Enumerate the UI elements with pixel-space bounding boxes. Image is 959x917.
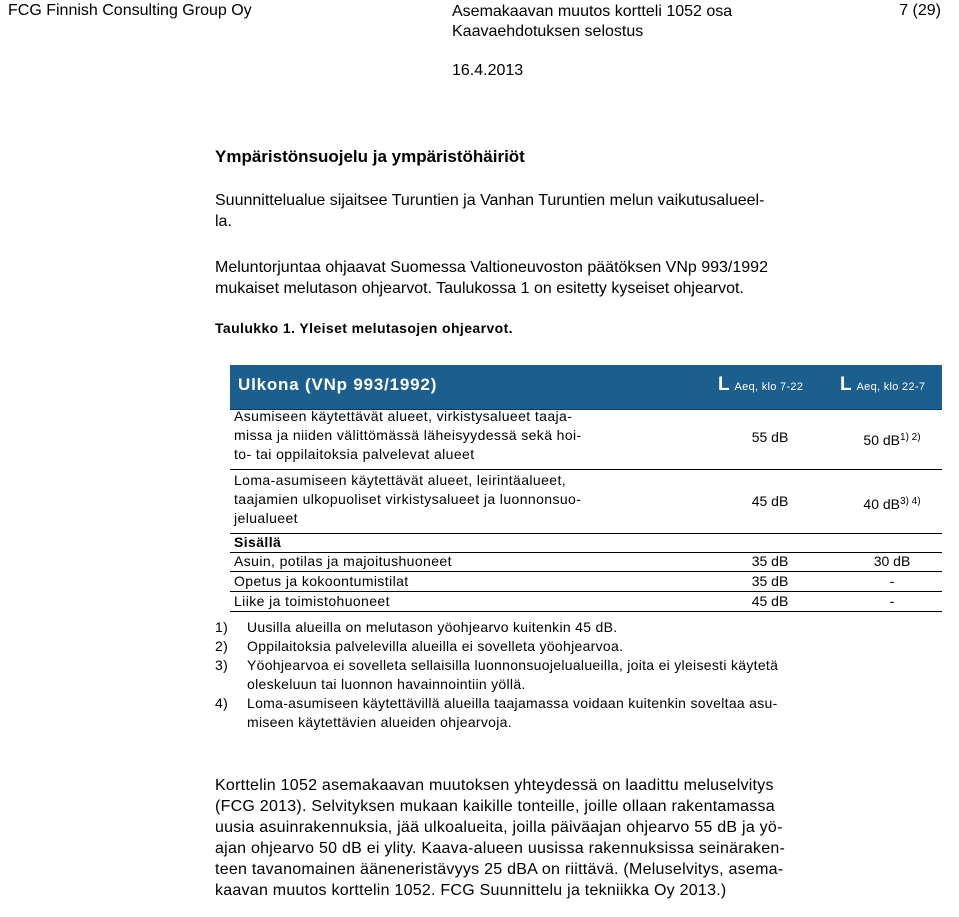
paragraph-line: uusia asuinrakennuksia, jää ulkoalueita, joilla päiväajan ohjearvo 55 dB ja yö-: [215, 819, 783, 836]
table-row: [230, 572, 942, 592]
row-label: Asuin, potilas ja majoitushuoneet: [234, 553, 452, 569]
table-row-indoor-heading: [230, 533, 942, 553]
table-row: [230, 407, 942, 470]
row-label-line: missa ja niiden välittömässä läheisyydessä sekä hoi-: [234, 427, 582, 443]
row-day-value: 45 dB: [751, 493, 789, 509]
table-footnotes: [215, 618, 947, 732]
footnote-number: 2): [215, 638, 229, 654]
paragraph-line: ajan ohjearvo 50 dB ei ylity. Kaava-alueen uusissa rakennuksissa seinäraken-: [215, 840, 786, 857]
document-title-line2: Kaavaehdotuksen selostus: [452, 23, 644, 40]
row-label-line: jelualueet: [234, 510, 298, 526]
row-day-value: 55 dB: [751, 429, 789, 445]
paragraph-line: kaavan muutos korttelin 1052. FCG Suunnittelu ja tekniikka Oy 2013.): [215, 882, 727, 899]
row-night-value: -: [889, 573, 895, 589]
footnote-text: oleskeluun tai luonnon havainnointiin yöllä.: [247, 676, 526, 692]
footnote-text: Uusilla alueilla on melutason yöohjearvo kuitenkin 45 dB.: [247, 619, 618, 635]
footnote: [215, 656, 947, 694]
table-row: [230, 552, 942, 572]
paragraph-line: la.: [215, 213, 232, 230]
header-day-sub: Aeq, klo 7-22: [734, 381, 804, 393]
page-number: 7 (29): [899, 2, 941, 19]
row-night-value: [842, 428, 942, 450]
paragraph-line: Korttelin 1052 asemakaavan muutoksen yhteydessä on laadittu meluselvitys: [215, 777, 774, 794]
footnote-text: miseen käytettävien alueiden ohjearvoja.: [247, 714, 512, 730]
table-header: [230, 365, 942, 410]
header-outdoor: Ulkona (VNp 993/1992): [238, 375, 438, 394]
row-day-value: 35 dB: [751, 573, 789, 589]
row-label: [234, 471, 704, 528]
table-caption: Taulukko 1. Yleiset melutasojen ohjearvot.: [215, 320, 513, 336]
document-title: [452, 2, 732, 42]
document-title-line1: Asemakaavan muutos kortteli 1052 osa: [452, 3, 733, 20]
row-label: Opetus ja kokoontumistilat: [234, 573, 409, 589]
row-label-line: taajamien ulkopuoliset virkistysalueet ja luonnonsuo-: [234, 491, 582, 507]
footnote: [215, 694, 947, 732]
row-night-value: [842, 492, 942, 514]
footnote-text: Yöohjearvoa ei sovelleta sellaisilla luonnonsuojelualueilla, joita ei yleisesti käytetä: [247, 657, 779, 673]
footnote-text: Loma-asumiseen käytettävillä alueilla taajamassa voidaan kuitenkin soveltaa asu-: [247, 695, 778, 711]
night-value-footnote: 3) 4): [900, 496, 921, 507]
row-label-line: to- tai oppilaitoksia palvelevat alueet: [234, 446, 475, 462]
header-night-level: [840, 374, 925, 396]
footnote-text: Oppilaitoksia palvelevilla alueilla ei sovelleta yöohjearvoa.: [247, 638, 624, 654]
header-night-sub: Aeq, klo 22-7: [856, 381, 926, 393]
paragraph-line: Suunnittelualue sijaitsee Turuntien ja Vanhan Turuntien melun vaikutusalueel-: [215, 192, 765, 209]
section-heading: Ympäristönsuojelu ja ympäristöhäiriöt: [215, 147, 525, 166]
row-night-value: -: [889, 593, 895, 609]
row-label-line: Asumiseen käytettävät alueet, virkistysalueet taaja-: [234, 408, 573, 424]
row-day-value: 45 dB: [751, 593, 789, 609]
company-name: FCG Finnish Consulting Group Oy: [8, 2, 252, 19]
night-value-footnote: 1) 2): [900, 432, 921, 443]
header-night-symbol: L: [840, 374, 852, 395]
noise-guideline-table: [230, 365, 942, 609]
night-value-text: 40 dB: [863, 496, 901, 512]
noise-survey-paragraph: [215, 775, 945, 901]
page-header: [0, 0, 959, 90]
footnote-number: 1): [215, 619, 229, 635]
table-row: [230, 592, 942, 612]
row-label-line: Loma-asumiseen käytettävät alueet, leirintäalueet,: [234, 472, 567, 488]
document-date: 16.4.2013: [452, 62, 524, 79]
header-day-level: [718, 374, 803, 396]
footnote: [215, 637, 947, 656]
row-label: Liike ja toimistohuoneet: [234, 593, 390, 609]
row-night-value: 30 dB: [873, 553, 911, 569]
paragraph-line: mukaiset melutason ohjearvot. Taulukossa 1 on esitetty kyseiset ohjearvot.: [215, 280, 744, 297]
paragraph-line: teen tavanomainen ääneneristävyys 25 dBA on riittävä. (Meluselvitys, asema-: [215, 861, 784, 878]
regulation-paragraph: [215, 257, 955, 299]
footnote-number: 4): [215, 695, 229, 711]
paragraph-line: Meluntorjuntaa ohjaavat Suomessa Valtioneuvoston päätöksen VNp 993/1992: [215, 259, 768, 276]
intro-paragraph: [215, 190, 955, 232]
paragraph-line: (FCG 2013). Selvityksen mukaan kaikille tonteille, joille ollaan rakentamassa: [215, 798, 775, 815]
footnote: [215, 618, 947, 637]
header-day-symbol: L: [718, 374, 730, 395]
footnote-number: 3): [215, 657, 229, 673]
night-value-text: 50 dB: [863, 432, 901, 448]
row-label: [234, 407, 704, 464]
table-row: [230, 471, 942, 534]
row-day-value: 35 dB: [751, 553, 789, 569]
row-label: Sisällä: [234, 534, 282, 550]
